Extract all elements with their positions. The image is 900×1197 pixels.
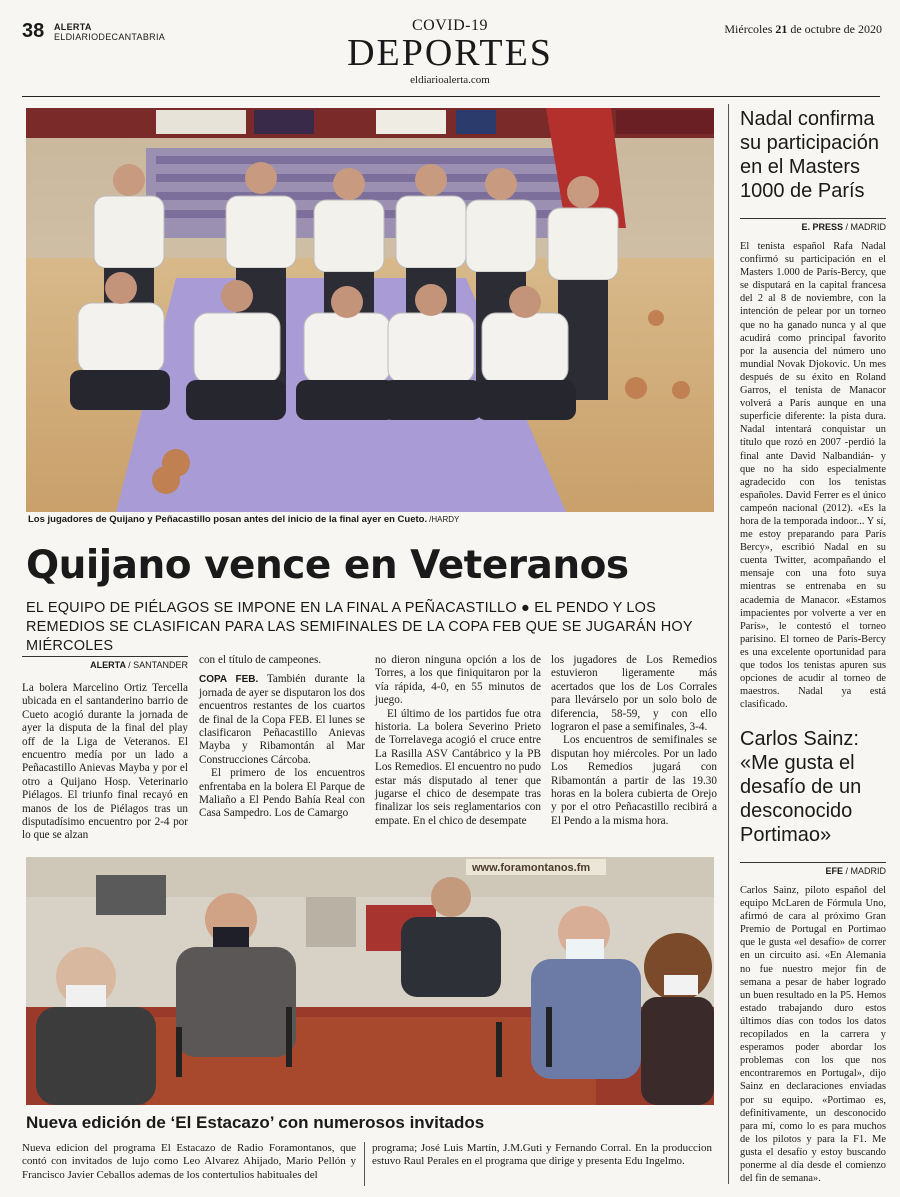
issue-date: Miércoles 21 de octubre de 2020 [724, 22, 882, 36]
section-kicker: COVID-19 [412, 17, 488, 34]
brand-subtitle: ELDIARIODECANTABRIA [54, 32, 166, 42]
photo-credit: /HARDY [429, 515, 460, 524]
nadal-headline: Nadal confirma su participación en el Masters 1000 de París [740, 108, 879, 202]
main-deck: EL EQUIPO DE PIÉLAGOS SE IMPONE EN LA FINAL A PEÑACASTILLO ● EL PENDO Y LOS REMEDIOS SE CLASIFICAN PARA LAS SEMIFINALES DE LA COPA FEB QUE SE JUGARÁN HOY MIÉRCOLES [26, 600, 693, 654]
main-column-3: no dieron ninguna opción a los de Torres, a los que finiquitaron por la vía rápida, 4-0, en 55 minutos de juego. El último de los partidos fue otra historia. La bolera Severino Prieto de Torrelavega acogió el cruce entre La Rasilla ASV Cantábrico y la PB Los Remedios. El encuentro no pudo estar más disputado al tener que jugarse el chico de desempate tras finalizar los seis reglamentarios con empate. En el chico de desempate [375, 654, 541, 827]
radio-column-1: Nueva edicion del programa El Estacazo de Radio Foramontanos, que contó con invitados de lujo como Leo Alvarez Ahijado, Mario Pellón y Francisco Javier Ceballos ademas de los contertulios habituales del [22, 1142, 356, 1181]
main-column-2: con el título de campeones. COPA FEB. También durante la jornada de ayer se disputaron los dos encuentros restantes de los cuartos de final de la Copa FEB. El lunes se clasificaron Peñacastillo Anievas Mayba y Ribamontán al Mar Construcciones Cárcoba. El primero de los encuentros enfrentaba en la bolera El Parque de Maliaño a El Pendo Bahía Real con Casa Sampedro. Los de Camargo [199, 654, 365, 820]
radio-column-2: programa; José Luis Martín, J.M.Guti y Fernando Corral. En la produccion estuvo Raul Perales en el programa que dirige y presenta Edu Ingelmo. [372, 1142, 712, 1168]
header-rule [22, 96, 880, 97]
main-headline: Quijano vence en Veteranos [26, 543, 629, 588]
radio-photo-illustration [26, 857, 714, 1105]
photo-caption: Los jugadores de Quijano y Peñacastillo posan antes del inicio de la final ayer en Cueto. /HARDY [28, 514, 460, 525]
site-url[interactable]: eldiarioalerta.com [410, 74, 490, 86]
sidebar-divider [728, 104, 729, 1184]
radio-column-divider [364, 1142, 365, 1186]
main-byline: ALERTA / SANTANDER [22, 656, 188, 670]
section-title: DEPORTES [347, 32, 553, 74]
radio-headline: Nueva edición de ‘El Estacazo’ con numerosos invitados [26, 1113, 485, 1132]
radio-banner-url: www.foramontanos.fm [472, 862, 591, 874]
nadal-body: El tenista español Rafa Nadal confirmó su participación en el Masters 1.000 de París-Bercy, que se disputará en la capital francesa del 2 al 8 de noviembre, con la intención de pelear por un torneo que no ha ganado nunca y al que acudirá como principal favorito por la ausencia del número uno mundial Novak Djokovic. Un mes después de su éxito en Roland Garros, el tenista de Manacor volverá a París aunque en una superficie diferente: la pista dura. Nadal intentará conquistar un título que rozó en 2007 -perdió la final ante David Nalbandián- y que no ha sido especialmente agradecido con los tenistas españoles. David Ferrer es el único campeón nacional (2012). «Es la hora de la temporada indoor... Y sí, me estoy preparando para París Bercy», escribió Nadal en su cuenta Twitter, acompañando el mensaje con una foto suya mientras se entrenaba en su academia de Manacor. «Estamos impacientes por volverte a ver en París», le contestó el torneo parisino. El torneo de París-Bercy es una excelente oportunidad para que todos los tenistas apuren sus opciones de acudir al torneo de maestros. Nadal ya está clasificado. [740, 241, 886, 711]
sainz-headline: Carlos Sainz: «Me gusta el desafío de un desconocido Portimao» [740, 728, 862, 846]
main-column-4: los jugadores de Los Remedios estuvieron ligeramente más acertados que los de Los Corrales para llevárselo por un solo bolo de diferencia, 58-59, y con ello lograron el pase a semifinales, 3-4. Los encuentros de semifinales se disputan hoy miércoles. Por un lado Los Remedios jugará con Ribamontán a partir de las 19.30 horas en la bolera cubierta de Orejo y por el otro Peñacastillo recibirá a El Pendo a la misma hora. [551, 654, 717, 827]
sainz-body: Carlos Sainz, piloto español del equipo McLaren de Fórmula Uno, afirmó de cara al próximo Gran Premio de Portugal en Portimao que le gusta «el desafío» de correr en un circuito así. «En Alemania no fue nuestro mejor fin de semana a pesar de haber logrado un buen resultado en la P5. Hemos estado trabajando duro estos últimos días con todos los datos recopilados en la carrera y esperamos poder abordar los problemas con los que nos encontraremos en Portugal», dijo Sainz en declaraciones enviadas por su equipo. «Portimao es, definitivamente, un desconocido para mí, como lo es para muchos de los pilotos y para la F1. Me gusta el desafío y estoy buscando ponerme al día desde el comienzo del fin de semana». [740, 885, 886, 1185]
nadal-byline: E. PRESS / MADRID [740, 218, 886, 232]
main-column-1: La bolera Marcelino Ortiz Tercella ubicada en el santanderino barrio de Cueto acogió durante la jornada de ayer la disputa de la final del play off de la Liga de Veteranos. El encuentro medía por un lado a Peñacastillo Anievas Mayba y por el otro a Quijano Hosp. Veterinario Piélagos. El triunfo final recayó en manos de los de Piélagos tras un disputadísimo encuentro por 2-4 por lo que se alzan [22, 682, 188, 842]
team-photo [26, 108, 714, 512]
brand-name: ALERTA [54, 22, 92, 32]
radio-photo [26, 857, 714, 1105]
page-number: 38 [22, 20, 45, 42]
copa-feb-tag: COPA FEB. [199, 674, 259, 686]
team-photo-illustration [26, 108, 714, 512]
sainz-byline: EFE / MADRID [740, 862, 886, 876]
